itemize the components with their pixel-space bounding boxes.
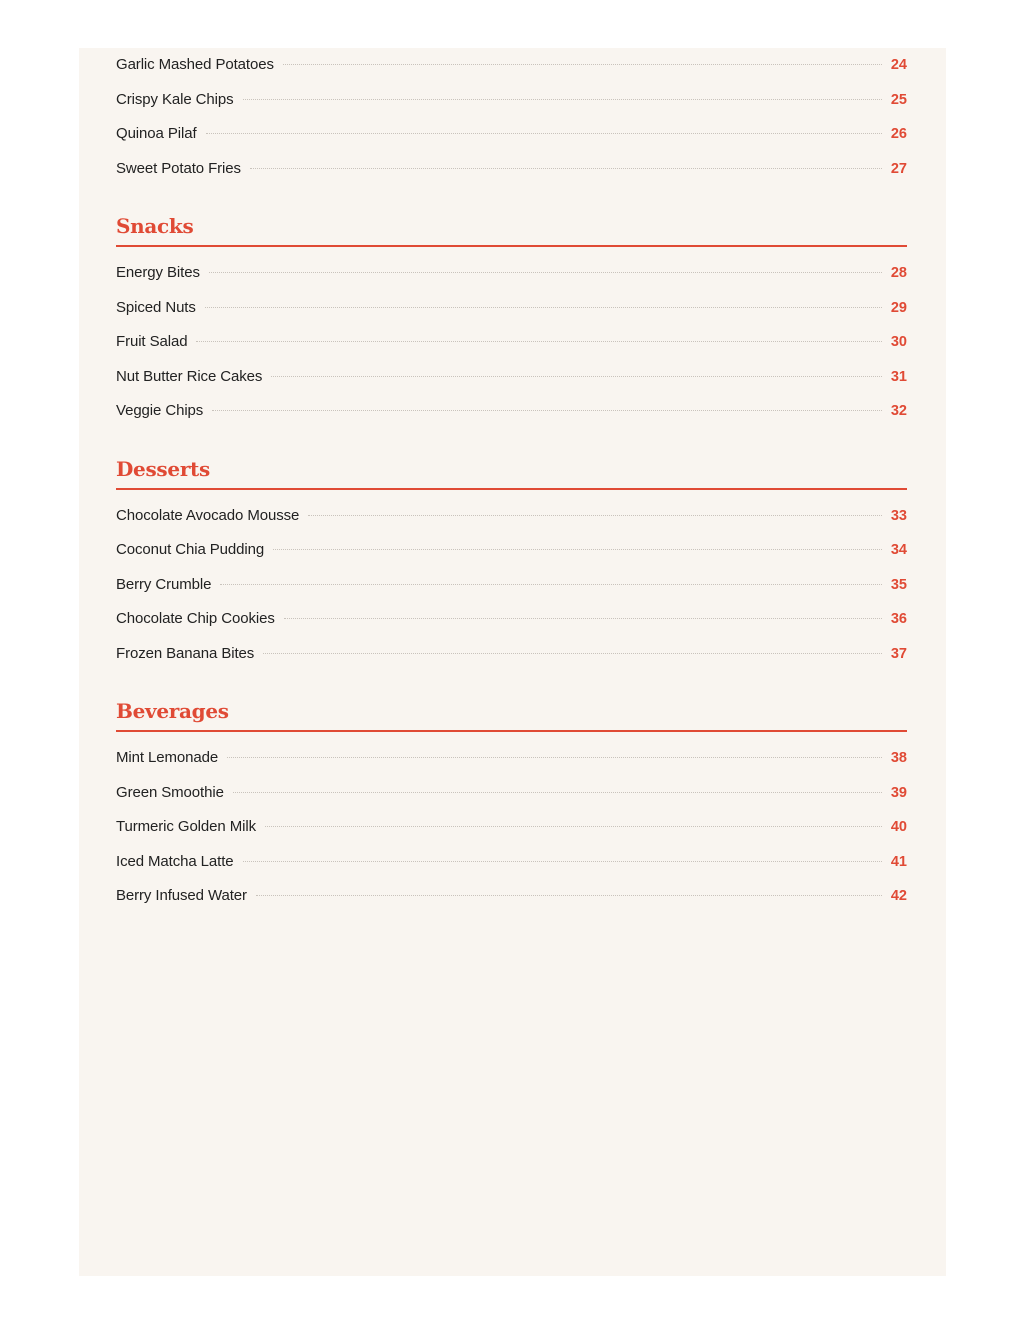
toc-entry[interactable] <box>116 879 907 914</box>
dotted-leader <box>243 861 882 862</box>
entry-title: Spiced Nuts <box>116 298 196 316</box>
dotted-leader <box>243 99 882 100</box>
dotted-leader <box>271 376 882 377</box>
toc-entry[interactable] <box>116 810 907 845</box>
toc-entry[interactable] <box>116 741 907 776</box>
entry-title: Iced Matcha Latte <box>116 852 234 870</box>
dotted-leader <box>209 272 882 273</box>
dotted-leader <box>206 133 882 134</box>
dotted-leader <box>256 895 882 896</box>
dotted-leader <box>196 341 881 342</box>
document-page <box>79 48 946 1276</box>
entry-page-number: 31 <box>890 368 907 385</box>
toc-entry[interactable] <box>116 48 907 83</box>
entry-title: Berry Crumble <box>116 575 212 593</box>
entry-title: Quinoa Pilaf <box>116 125 197 142</box>
entry-page-number: 35 <box>890 576 907 593</box>
entry-page-number: 37 <box>890 645 907 662</box>
entry-title: Chocolate Avocado Mousse <box>116 506 300 524</box>
entry-title: Frozen Banana Bites <box>116 644 255 662</box>
entry-title: Crispy Kale Chips <box>116 90 234 108</box>
dotted-leader <box>233 792 882 793</box>
entry-title: Nut Butter Rice Cakes <box>116 367 263 385</box>
entry-page-number: 40 <box>890 819 907 835</box>
toc-entry[interactable] <box>116 291 907 326</box>
entry-page-number: 34 <box>890 542 907 558</box>
dotted-leader <box>263 653 882 654</box>
toc-continued-list <box>116 48 907 186</box>
toc-entry[interactable] <box>116 152 907 187</box>
toc-entry[interactable] <box>116 845 907 880</box>
section-spacer <box>116 429 907 450</box>
dotted-leader <box>273 549 882 550</box>
toc-entry[interactable] <box>116 256 907 291</box>
entry-title: Green Smoothie <box>116 783 224 801</box>
dotted-leader <box>212 410 882 411</box>
toc-section-desserts <box>116 450 907 672</box>
toc-entry[interactable] <box>116 360 907 395</box>
toc-entry[interactable] <box>116 325 907 360</box>
entry-page-number: 29 <box>890 299 907 316</box>
entry-page-number: 32 <box>890 403 907 419</box>
entry-page-number: 26 <box>890 126 907 142</box>
entry-title: Chocolate Chip Cookies <box>116 610 275 627</box>
entry-page-number: 28 <box>890 265 907 281</box>
entry-page-number: 24 <box>890 57 907 73</box>
entry-title: Fruit Salad <box>116 333 188 350</box>
section-spacer <box>116 671 907 692</box>
dotted-leader <box>284 618 882 619</box>
dotted-leader <box>308 515 882 516</box>
toc-section-snacks <box>116 207 907 429</box>
section-spacer <box>116 186 907 207</box>
dotted-leader <box>283 64 882 65</box>
entry-title: Sweet Potato Fries <box>116 159 241 177</box>
toc-entry[interactable] <box>116 394 907 429</box>
entry-page-number: 36 <box>890 611 907 627</box>
entry-title: Berry Infused Water <box>116 887 247 904</box>
entry-page-number: 41 <box>890 853 907 870</box>
entry-page-number: 33 <box>890 507 907 524</box>
entry-title: Energy Bites <box>116 264 200 281</box>
toc-entry[interactable] <box>116 83 907 118</box>
dotted-leader <box>205 307 882 308</box>
entry-page-number: 30 <box>890 334 907 350</box>
toc-entry[interactable] <box>116 533 907 568</box>
dotted-leader <box>250 168 882 169</box>
entry-title: Garlic Mashed Potatoes <box>116 56 274 73</box>
entry-title: Coconut Chia Pudding <box>116 541 265 558</box>
toc-entry[interactable] <box>116 117 907 152</box>
toc-entry[interactable] <box>116 568 907 603</box>
entry-page-number: 42 <box>890 888 907 904</box>
table-of-contents <box>116 48 907 914</box>
entry-page-number: 25 <box>890 91 907 108</box>
section-heading: Beverages <box>116 692 907 732</box>
toc-entry[interactable] <box>116 499 907 534</box>
section-heading: Desserts <box>116 450 907 490</box>
dotted-leader <box>220 584 881 585</box>
entry-title: Turmeric Golden Milk <box>116 818 256 835</box>
entry-page-number: 39 <box>890 784 907 801</box>
dotted-leader <box>265 826 882 827</box>
toc-entry[interactable] <box>116 637 907 672</box>
dotted-leader <box>227 757 882 758</box>
toc-entry[interactable] <box>116 602 907 637</box>
toc-section-beverages <box>116 692 907 914</box>
section-heading: Snacks <box>116 207 907 247</box>
entry-page-number: 27 <box>890 160 907 177</box>
entry-page-number: 38 <box>890 750 907 766</box>
toc-entry[interactable] <box>116 776 907 811</box>
entry-title: Veggie Chips <box>116 402 204 419</box>
entry-title: Mint Lemonade <box>116 749 219 766</box>
